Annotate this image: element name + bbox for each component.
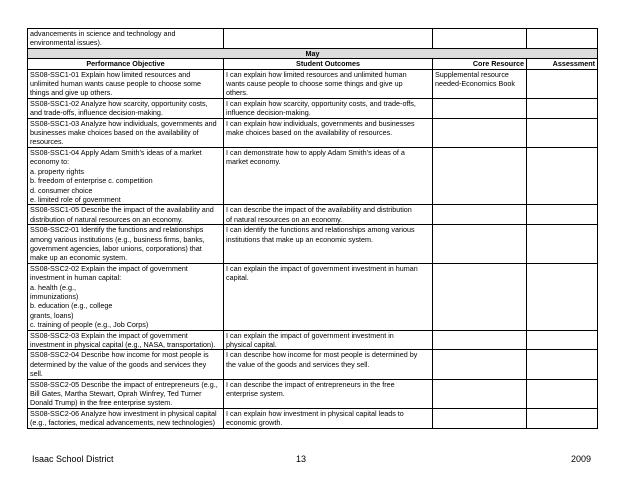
objective-cell: SS08-SSC1-01 Explain how limited resources and unlimited human wants cause people to choose some things and give up others. <box>28 69 224 98</box>
objective-cell: SS08-SSC2-03 Explain the impact of government investment in physical capital (e.g., NASA, transportation). <box>28 330 224 350</box>
objective-cell: SS08-SSC1-03 Analyze how individuals, governments and businesses make choices based on the availability of resources. <box>28 118 224 147</box>
objective-cell: SS08-SSC1-05 Describe the impact of the availability and distribution of natural resources on an economy. <box>28 205 224 225</box>
header-student-outcomes: Student Outcomes <box>224 59 433 69</box>
assessment-cell <box>527 69 598 98</box>
objective-cell: SS08-SSC2-06 Analyze how investment in physical capital (e.g., factories, medical advancements, new technologies) <box>28 408 224 428</box>
resource-cell <box>433 263 527 330</box>
resource-cell <box>433 118 527 147</box>
header-row <box>28 59 598 69</box>
resource-cell <box>433 225 527 264</box>
footer-page-number: 13 <box>296 454 307 464</box>
objective-cell: SS08-SSC1-04 Apply Adam Smith’s ideas of a market economy to: a. property rights b. freedom of enterprise c. competition d. consumer choice e. limited role of government <box>28 147 224 204</box>
month-row <box>28 48 598 58</box>
resource-cell <box>433 379 527 408</box>
outcome-cell: I can describe the impact of entrepreneurs in the free enterprise system. <box>224 379 433 408</box>
continuation-resource-cell <box>433 29 527 49</box>
assessment-cell <box>527 263 598 330</box>
assessment-cell <box>527 118 598 147</box>
table-row <box>28 330 598 350</box>
outcome-cell: I can explain how individuals, governments and businesses make choices based on the availability of resources. <box>224 118 433 147</box>
continuation-outcome-cell <box>224 29 433 49</box>
table-row <box>28 379 598 408</box>
outcome-cell: I can identify the functions and relationships among various institutions that make up an economic system. <box>224 225 433 264</box>
header-core-resource: Core Resource <box>433 59 527 69</box>
objective-cell: SS08-SSC1-02 Analyze how scarcity, opportunity costs, and trade-offs, influence decision-making. <box>28 98 224 118</box>
outcome-cell: I can explain how scarcity, opportunity costs, and trade-offs, influence decision-making. <box>224 98 433 118</box>
table-row <box>28 225 598 264</box>
outcome-cell: I can describe the impact of the availability and distribution of natural resources on an economy. <box>224 205 433 225</box>
curriculum-table <box>27 28 598 429</box>
table-row <box>28 350 598 379</box>
table-row <box>28 263 598 330</box>
outcome-cell: I can demonstrate how to apply Adam Smith’s ideas of a market economy. <box>224 147 433 204</box>
table-row <box>28 205 598 225</box>
footer-year: 2009 <box>571 454 592 464</box>
objective-cell: SS08-SSC2-04 Describe how income for most people is determined by the value of the goods and services they sell. <box>28 350 224 379</box>
assessment-cell <box>527 408 598 428</box>
outcome-cell: I can explain how limited resources and unlimited human wants cause people to choose some things and give up others. <box>224 69 433 98</box>
table-row <box>28 408 598 428</box>
assessment-cell <box>527 379 598 408</box>
resource-cell: Supplemental resource needed-Economics Book <box>433 69 527 98</box>
continuation-objective-cell: advancements in science and technology and environmental issues). <box>28 29 224 49</box>
resource-cell <box>433 147 527 204</box>
resource-cell <box>433 98 527 118</box>
assessment-cell <box>527 350 598 379</box>
table-row <box>28 98 598 118</box>
assessment-cell <box>527 147 598 204</box>
outcome-cell: I can explain the impact of government investment in physical capital. <box>224 330 433 350</box>
assessment-cell <box>527 205 598 225</box>
objective-cell: SS08-SSC2-05 Describe the impact of entrepreneurs (e.g., Bill Gates, Martha Stewart, Oprah Winfrey, Ted Turner Donald Trump) in the free enterprise system. <box>28 379 224 408</box>
outcome-cell: I can explain the impact of government investment in human capital. <box>224 263 433 330</box>
assessment-cell <box>527 330 598 350</box>
header-performance-objective: Performance Objective <box>28 59 224 69</box>
resource-cell <box>433 330 527 350</box>
table-row <box>28 118 598 147</box>
continuation-row <box>28 29 598 49</box>
assessment-cell <box>527 98 598 118</box>
resource-cell <box>433 205 527 225</box>
month-label: May <box>28 48 598 58</box>
objective-cell: SS08-SSC2-02 Explain the impact of government investment in human capital: a. health (e.g., immunizations) b. education (e.g., college grants, loans) c. training of people (e.g., Job Corps) <box>28 263 224 330</box>
resource-cell <box>433 408 527 428</box>
outcome-cell: I can explain how investment in physical capital leads to economic growth. <box>224 408 433 428</box>
assessment-cell <box>527 225 598 264</box>
resource-cell <box>433 350 527 379</box>
outcome-cell: I can describe how income for most people is determined by the value of the goods and services they sell. <box>224 350 433 379</box>
table-row <box>28 69 598 98</box>
continuation-assessment-cell <box>527 29 598 49</box>
header-assessment: Assessment <box>527 59 598 69</box>
footer-district: Isaac School District <box>32 454 114 464</box>
objective-cell: SS08-SSC2-01 Identify the functions and relationships among various institutions (e.g., business firms, banks, government agencies, labor unions, corporations) that make up an economic system. <box>28 225 224 264</box>
table-row <box>28 147 598 204</box>
